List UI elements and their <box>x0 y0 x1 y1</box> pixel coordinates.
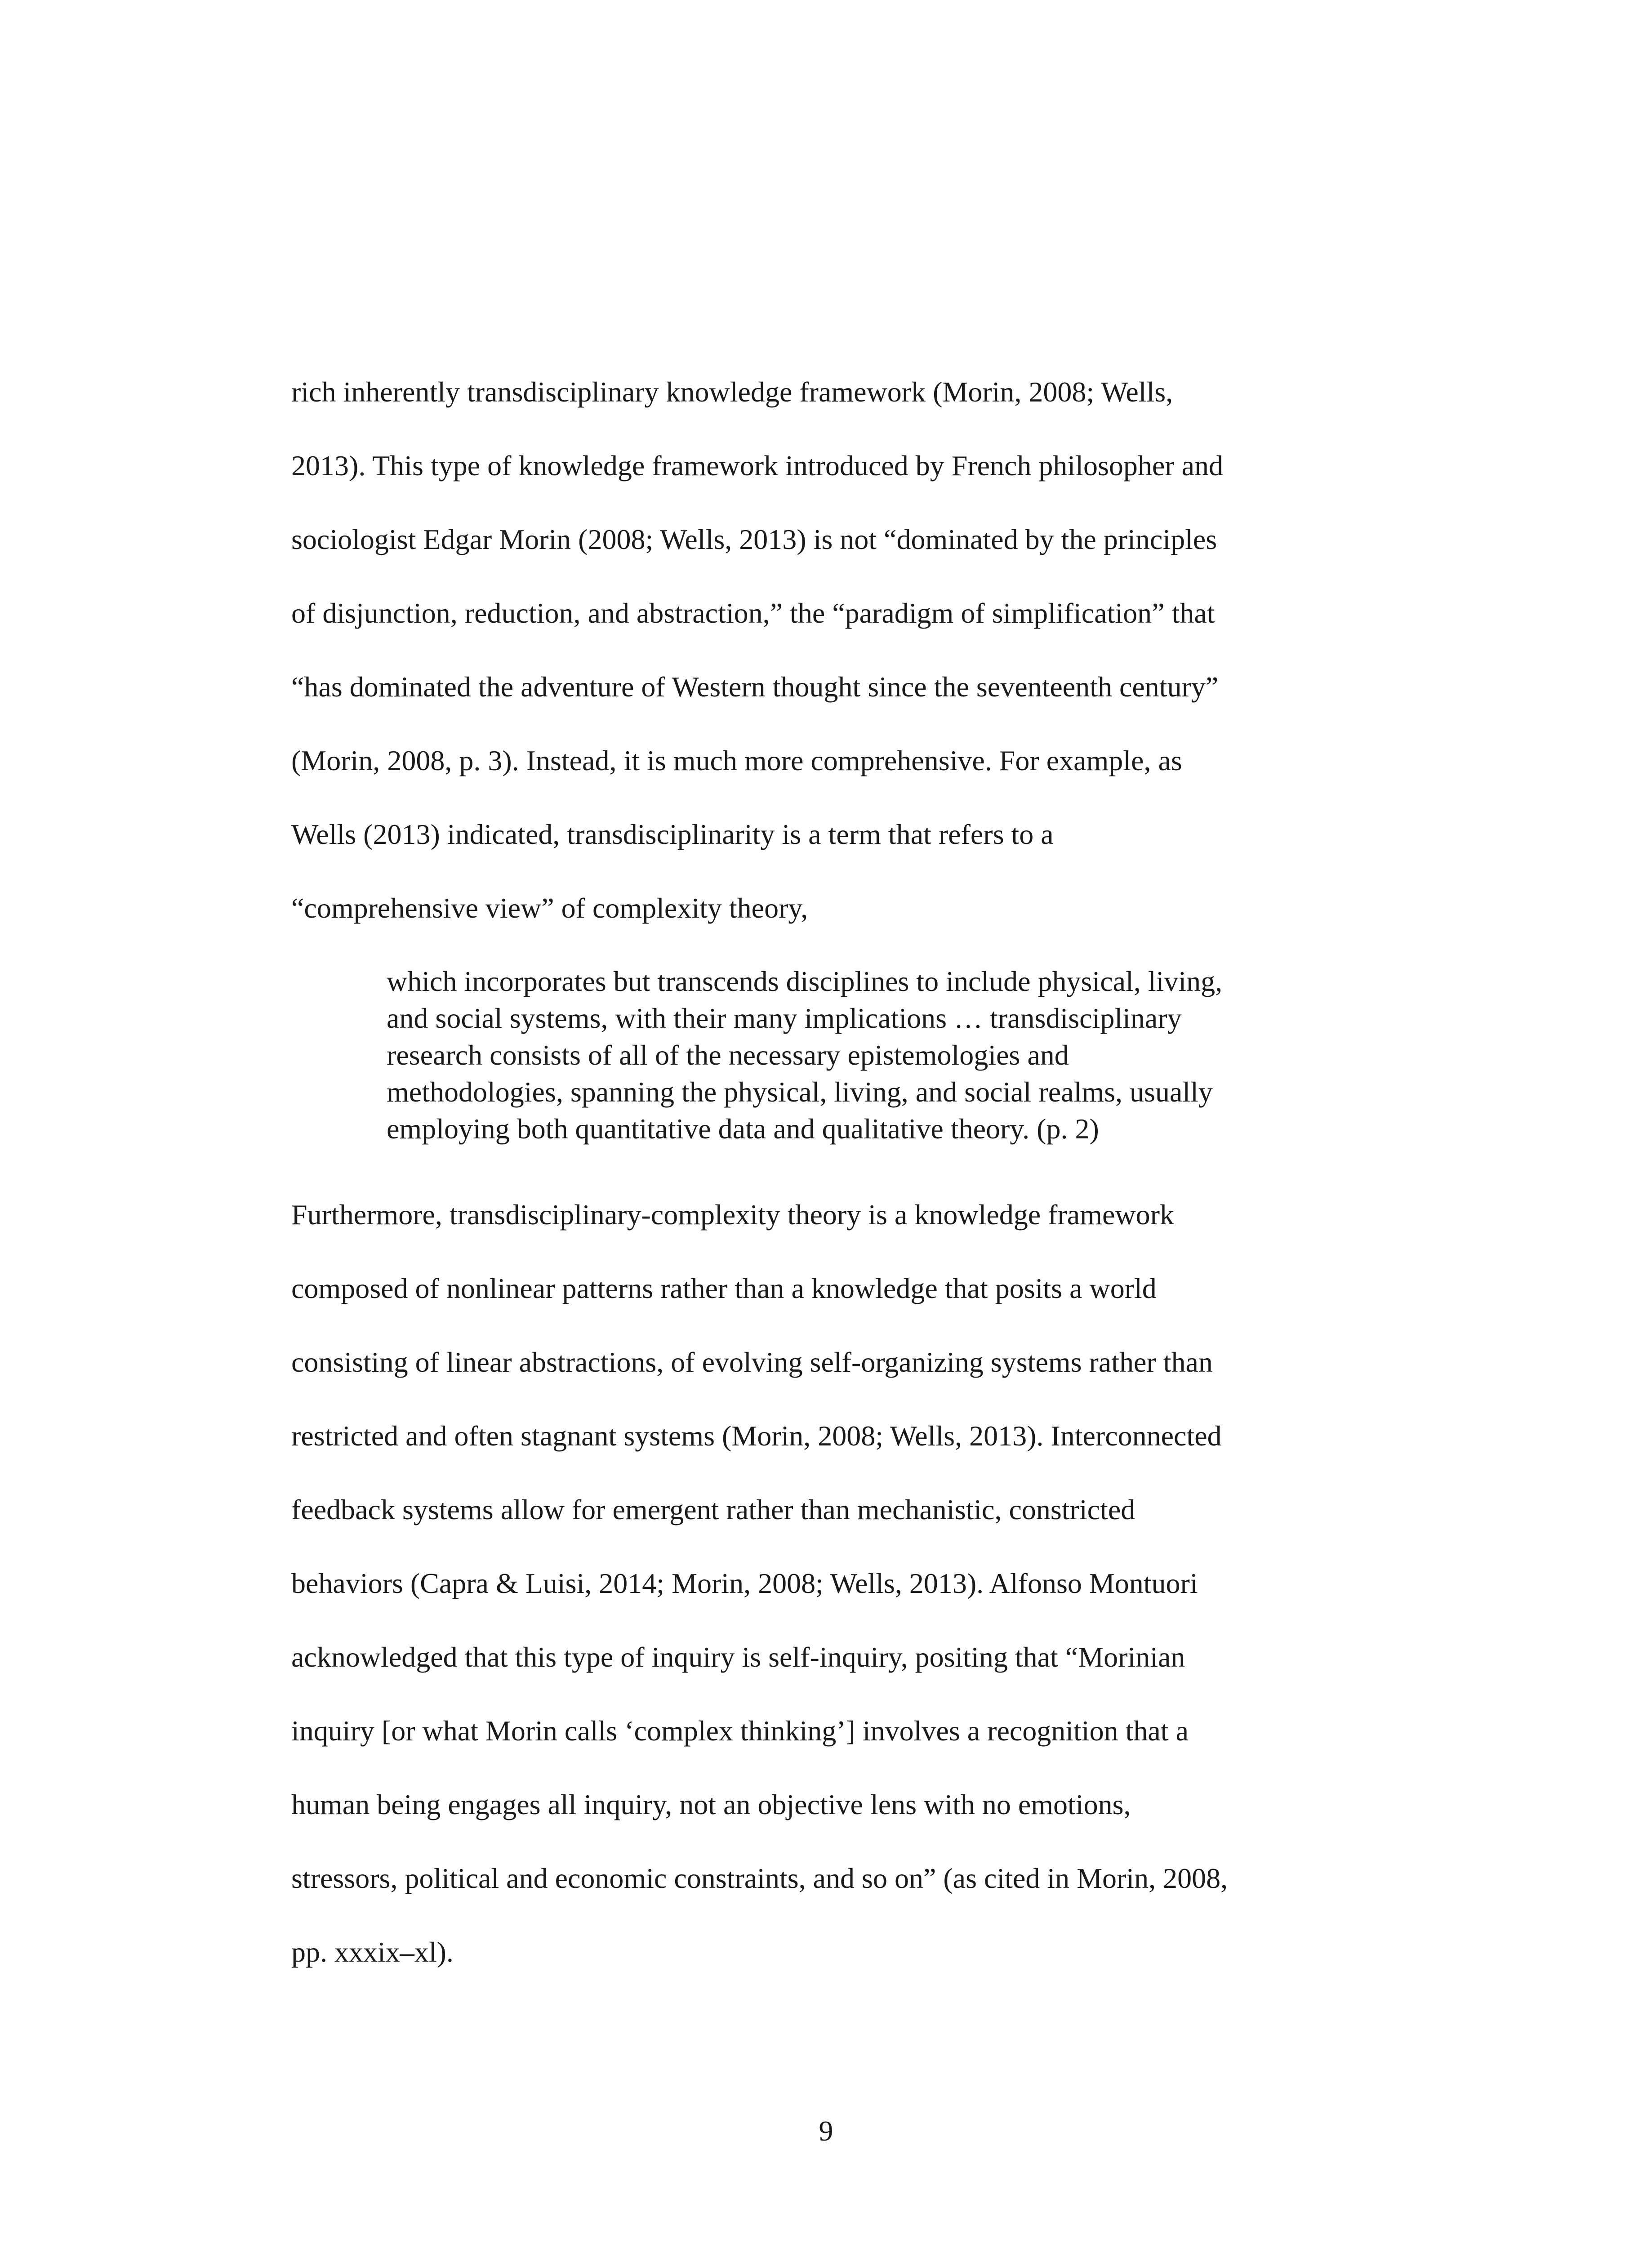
text-line: consisting of linear abstractions, of evolving self-organizing systems rather than <box>291 1346 1213 1378</box>
text-line: acknowledged that this type of inquiry is self-inquiry, positing that “Morinian <box>291 1641 1185 1673</box>
text-line: restricted and often stagnant systems (Morin, 2008; Wells, 2013). Interconnected <box>291 1420 1222 1452</box>
text-line: Furthermore, transdisciplinary-complexity theory is a knowledge framework <box>291 1199 1174 1231</box>
text-line: “has dominated the adventure of Western thought since the seventeenth century” <box>291 671 1219 703</box>
quote-line: and social systems, with their many implications … transdisciplinary <box>387 1002 1182 1034</box>
text-line: composed of nonlinear patterns rather than a knowledge that posits a world <box>291 1272 1157 1304</box>
page-number: 9 <box>819 2115 833 2147</box>
quote-line: research consists of all of the necessary epistemologies and <box>387 1039 1069 1071</box>
text-line: (Morin, 2008, p. 3). Instead, it is much more comprehensive. For example, as <box>291 745 1182 776</box>
text-line: rich inherently transdisciplinary knowledge framework (Morin, 2008; Wells, <box>291 376 1173 408</box>
quote-line: employing both quantitative data and qualitative theory. (p. 2) <box>387 1113 1099 1145</box>
paragraph-1 <box>291 355 1343 945</box>
text-line: inquiry [or what Morin calls ‘complex thinking’] involves a recognition that a <box>291 1715 1189 1747</box>
text-line: stressors, political and economic constraints, and so on” (as cited in Morin, 2008, <box>291 1862 1228 1894</box>
block-quote <box>387 963 1344 1147</box>
text-line: feedback systems allow for emergent rather than mechanistic, constricted <box>291 1494 1135 1525</box>
quote-line: which incorporates but transcends disciplines to include physical, living, <box>387 965 1223 997</box>
text-line: 2013). This type of knowledge framework introduced by French philosopher and <box>291 450 1223 482</box>
text-line: behaviors (Capra & Luisi, 2014; Morin, 2008; Wells, 2013). Alfonso Montuori <box>291 1567 1198 1599</box>
text-line: Wells (2013) indicated, transdisciplinarity is a term that refers to a <box>291 818 1054 850</box>
text-line: sociologist Edgar Morin (2008; Wells, 2013) is not “dominated by the principles <box>291 523 1217 555</box>
quote-line: methodologies, spanning the physical, living, and social realms, usually <box>387 1076 1213 1108</box>
text-line: pp. xxxix–xl). <box>291 1936 454 1968</box>
text-line: human being engages all inquiry, not an objective lens with no emotions, <box>291 1789 1131 1820</box>
text-line: “comprehensive view” of complexity theory, <box>291 892 808 924</box>
paragraph-2 <box>291 1178 1343 1989</box>
text-line: of disjunction, reduction, and abstraction,” the “paradigm of simplification” that <box>291 597 1215 629</box>
